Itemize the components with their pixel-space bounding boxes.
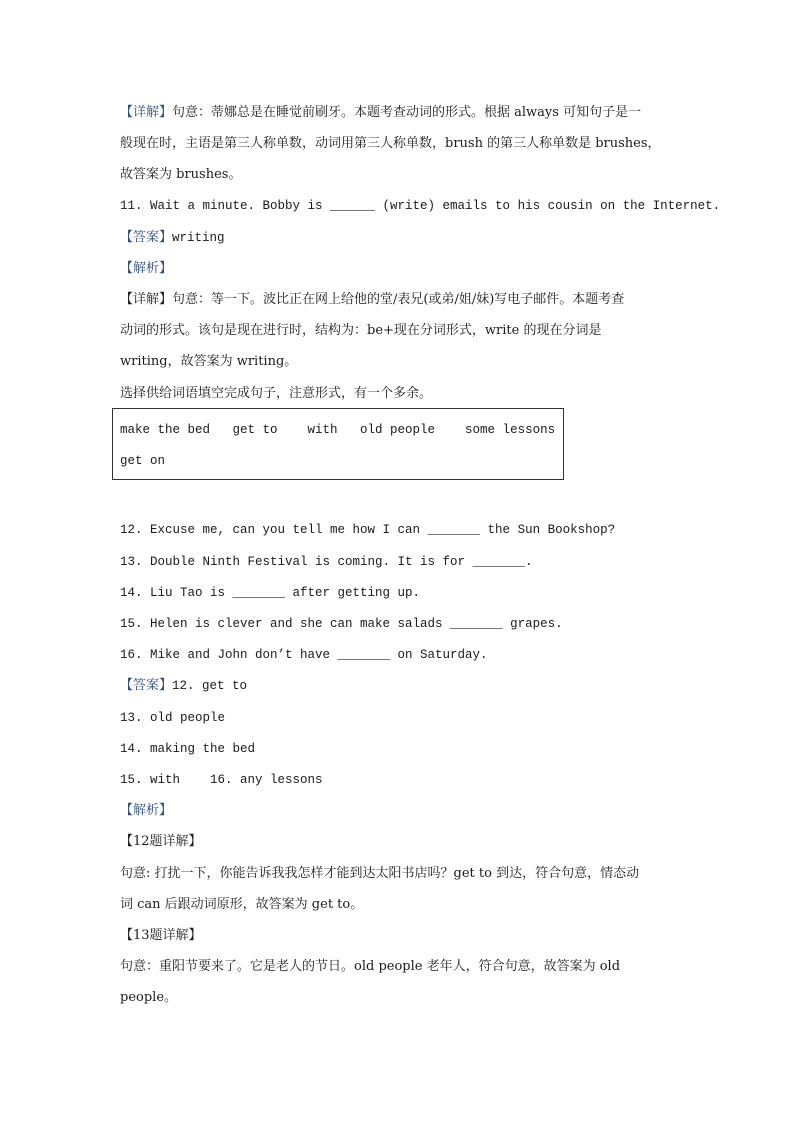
question-11: 11. Wait a minute. Bobby is ______ (write) emails to his cousin on the Internet. (120, 199, 721, 213)
word-box-row: get on (120, 454, 166, 468)
answer-13: 13. old people (120, 711, 226, 725)
analysis-tag: 【解析】 (120, 803, 173, 818)
explanation-line: 动词的形式。该句是现在进行时，结构为：be+现在分词形式，write 的现在分词是 (120, 323, 602, 338)
analysis-tag: 【解析】 (120, 261, 173, 276)
explanation-line: 故答案为 brushes。 (120, 167, 242, 182)
analysis-line (120, 260, 172, 278)
analysis-line (120, 802, 172, 820)
question-12: 12. Excuse me, can you tell me how I can _______ the Sun Bookshop? (120, 523, 616, 537)
question-14: 14. Liu Tao is _______ after getting up. (120, 586, 421, 600)
question-15: 15. Helen is clever and she can make salads _______ grapes. (120, 617, 563, 631)
question-13: 13. Double Ninth Festival is coming. It is for _______. (120, 555, 533, 569)
explanation-line: 句意：重阳节要来了。它是老人的节日。old people 老年人，符合句意，故答案为 old (120, 959, 621, 974)
answer-tag: 【答案】 (120, 230, 173, 245)
instruction-line: 选择供给词语填空完成句子，注意形式，有一个多余。 (120, 386, 433, 401)
q13-detail-heading: 【13题详解】 (120, 928, 202, 943)
word-box (112, 408, 564, 480)
explanation-line: 词 can 后跟动词原形，故答案为 get to。 (120, 897, 364, 912)
explanation-line: 般现在时，主语是第三人称单数，动词用第三人称单数，brush 的第三人称单数是 brushes， (120, 136, 661, 151)
detail-tag: 【详解】 (120, 105, 173, 120)
explanation-line: 【详解】句意：蒂娜总是在睡觉前刷牙。本题考查动词的形式。根据 always 可知句子是一 (120, 105, 642, 120)
answer-15-16: 15. with 16. any lessons (120, 773, 323, 787)
answer-line: 【答案】12. get to (120, 678, 248, 693)
question-16: 16. Mike and John don’t have _______ on Saturday. (120, 648, 488, 662)
q12-detail-heading: 【12题详解】 (120, 834, 202, 849)
answer-14: 14. making the bed (120, 742, 256, 756)
answer-tag: 【答案】 (120, 678, 173, 693)
detail-tag: 【详解】 (120, 292, 173, 307)
explanation-line: writing，故答案为 writing。 (120, 354, 298, 369)
explanation-line: 句意: 打扰一下，你能告诉我我怎样才能到达太阳书店吗？get to 到达，符合句意，情态动 (120, 866, 640, 881)
answer-line: 【答案】writing (120, 230, 225, 245)
explanation-line: people。 (120, 990, 178, 1005)
word-box-row: make the bed get to with old people some lessons (120, 423, 556, 437)
explanation-line: 【详解】句意：等一下。波比正在网上给他的堂/表兄(或弟/姐/妹)写电子邮件。本题考查 (120, 292, 625, 307)
